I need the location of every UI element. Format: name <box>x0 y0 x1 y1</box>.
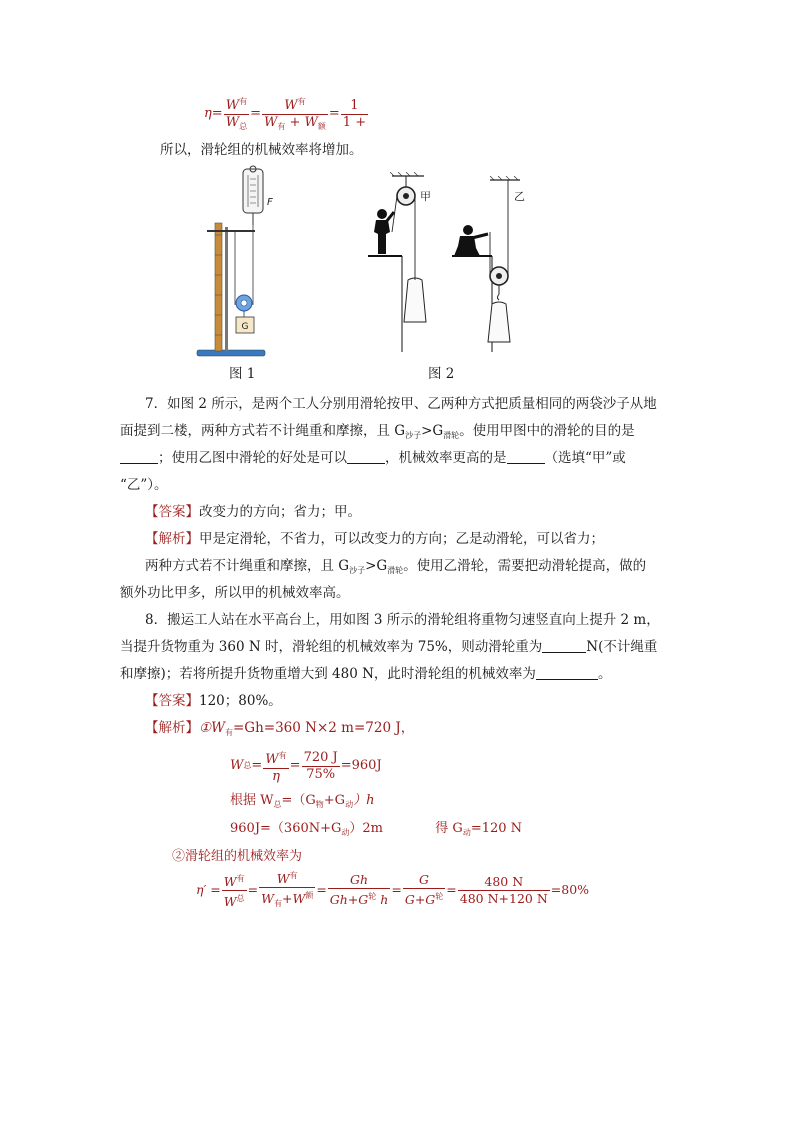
figure-1-caption: 图 1 <box>229 366 256 382</box>
q7-blank-2[interactable] <box>347 449 385 464</box>
q8-line-2: 当提升货物重为 360 N 时，滑轮组的机械效率为 75%，则动滑轮重为 N(不计绳重 <box>120 639 658 655</box>
fraction-useful-over-sum: $\frac{W^有}{W_有 + W_额}$ <box>263 96 326 131</box>
conclusion-text: 所以，滑轮组的机械效率将增加。 <box>160 142 363 158</box>
q8-analysis-step-5: ②滑轮组的机械效率为 <box>172 849 303 864</box>
q8-line-1: 8．搬运工人站在水平高台上，用如图 3 所示的滑轮组将重物匀速竖直向上提升 2 m， <box>145 612 660 628</box>
q8-line-3: 和摩擦)；若将所提升货物重增大到 480 N，此时滑轮组的机械效率为 。 <box>120 666 612 682</box>
q7-line-2: 面提到二楼，两种方式若不计绳重和摩擦，且 $G_{沙子}>G_{滑轮}$。使用甲图中的滑轮的目的是 <box>120 423 635 440</box>
label-F: F <box>267 197 273 208</box>
q7-line-4: “乙”）。 <box>120 477 168 493</box>
q8-analysis-step-3: 根据 $W_总=(G_物+G_动)h$ <box>230 793 375 809</box>
q8-blank-1[interactable] <box>542 638 586 653</box>
figure-1-drawing <box>195 165 275 361</box>
q8-analysis-step-2: W 总 = $\frac{W^有}{\eta}$ = $\frac{720 J}{75\%}$ =960J <box>230 749 382 784</box>
q8-answer: 【答案】120；80%。 <box>145 693 282 709</box>
q8-final-formula: η′ = $\frac{W^有}{W^总}$ = $\frac{W^有}{W_有+W^额}$ = $\frac{Gh}{Gh+G^轮 h}$ = $\frac{G}{G+G^轮}$ = $\frac{480 N}{480 N+120 N}$ =80% <box>196 871 590 909</box>
q7-analysis-1: 【解析】甲是定滑轮，不省力，可以改变力的方向；乙是动滑轮，可以省力； <box>145 531 604 547</box>
figure-2-caption: 图 2 <box>428 366 455 382</box>
q7-line-3: ；使用乙图中滑轮的好处是可以 ，机械效率更高的是 （选填“甲”或 <box>120 448 626 468</box>
label-yi: 乙 <box>514 190 525 203</box>
efficiency-formula: η= $\frac{W^有}{W_总}$ = $\frac{W^有}{W_有 + W_额}$ = $\frac{1}{1 +}$ <box>204 96 369 132</box>
q8-analysis-step-1: 【解析】$①W_有=Gh=360$ N×2 m=720 J， <box>145 720 415 737</box>
q7-line-1: 7．如图 2 所示，是两个工人分别用滑轮按甲、乙两种方式把质量相同的两袋沙子从地 <box>145 396 657 412</box>
figure-2-drawing <box>368 172 528 354</box>
fraction-one-over: $\frac{1}{1 +}$ <box>342 97 367 130</box>
q8-analysis-step-4: $960J=(360N+G_动)2m$ 得 $G_动=120$ N <box>230 821 523 837</box>
q7-blank-3[interactable] <box>507 449 545 464</box>
q8-blank-2[interactable] <box>536 665 598 680</box>
fraction-useful-total: $\frac{W^有}{W_总}$ <box>225 96 248 131</box>
q7-blank-1[interactable] <box>120 449 158 464</box>
q7-answer: 【答案】改变力的方向；省力；甲。 <box>145 504 361 520</box>
eta-symbol: η= <box>204 106 223 121</box>
q7-analysis-2: 两种方式若不计绳重和摩擦，且 $G_{沙子}>G_{滑轮}$。使用乙滑轮，需要把动滑轮提高，做的 <box>145 558 647 575</box>
label-jia: 甲 <box>420 190 431 203</box>
q7-analysis-3: 额外功比甲多，所以甲的机械效率高。 <box>120 585 350 601</box>
label-G: G <box>241 322 249 332</box>
